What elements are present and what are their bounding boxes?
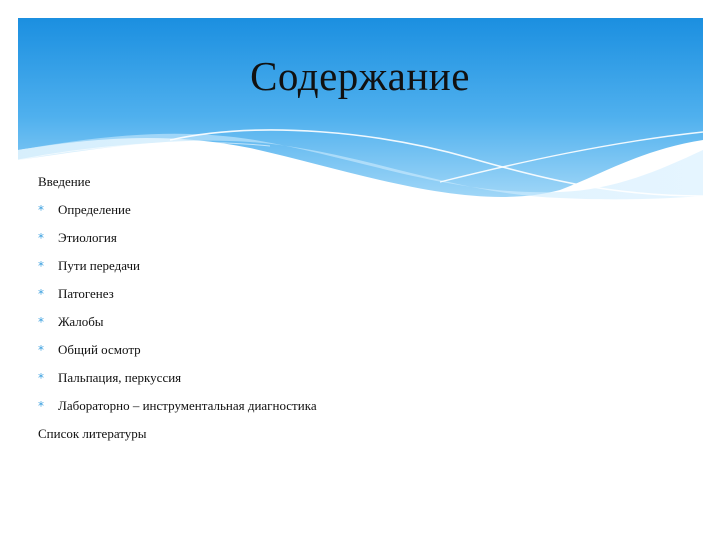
list-item — [38, 168, 658, 196]
list-item — [38, 224, 658, 252]
asterisk-bullet-icon: * — [38, 259, 44, 273]
list-item-text: Лабораторно – инструментальная диагностика — [58, 398, 317, 413]
list-item-text: Определение — [58, 202, 131, 217]
list-item — [38, 392, 658, 420]
asterisk-bullet-icon: * — [38, 371, 44, 385]
slide-title: Содержание — [250, 53, 470, 99]
list-item-text: Общий осмотр — [58, 342, 141, 357]
list-item-text: Этиология — [58, 230, 117, 245]
asterisk-bullet-icon: * — [38, 287, 44, 301]
list-item-text: Жалобы — [58, 314, 104, 329]
list-item-text: Введение — [38, 174, 91, 189]
list-item — [38, 308, 658, 336]
asterisk-bullet-icon: * — [38, 399, 44, 413]
contents-list — [38, 168, 658, 448]
asterisk-bullet-icon: * — [38, 315, 44, 329]
list-item-text: Патогенез — [58, 286, 114, 301]
list-item-text: Список литературы — [38, 426, 147, 441]
asterisk-bullet-icon: * — [38, 231, 44, 245]
list-item-text: Пальпация, перкуссия — [58, 370, 182, 385]
list-item-text: Пути передачи — [58, 258, 140, 273]
asterisk-bullet-icon: * — [38, 203, 44, 217]
list-item — [38, 420, 658, 448]
list-item — [38, 336, 658, 364]
list-item — [38, 280, 658, 308]
list-item — [38, 252, 658, 280]
asterisk-bullet-icon: * — [38, 343, 44, 357]
list-item — [38, 364, 658, 392]
list-item — [38, 196, 658, 224]
